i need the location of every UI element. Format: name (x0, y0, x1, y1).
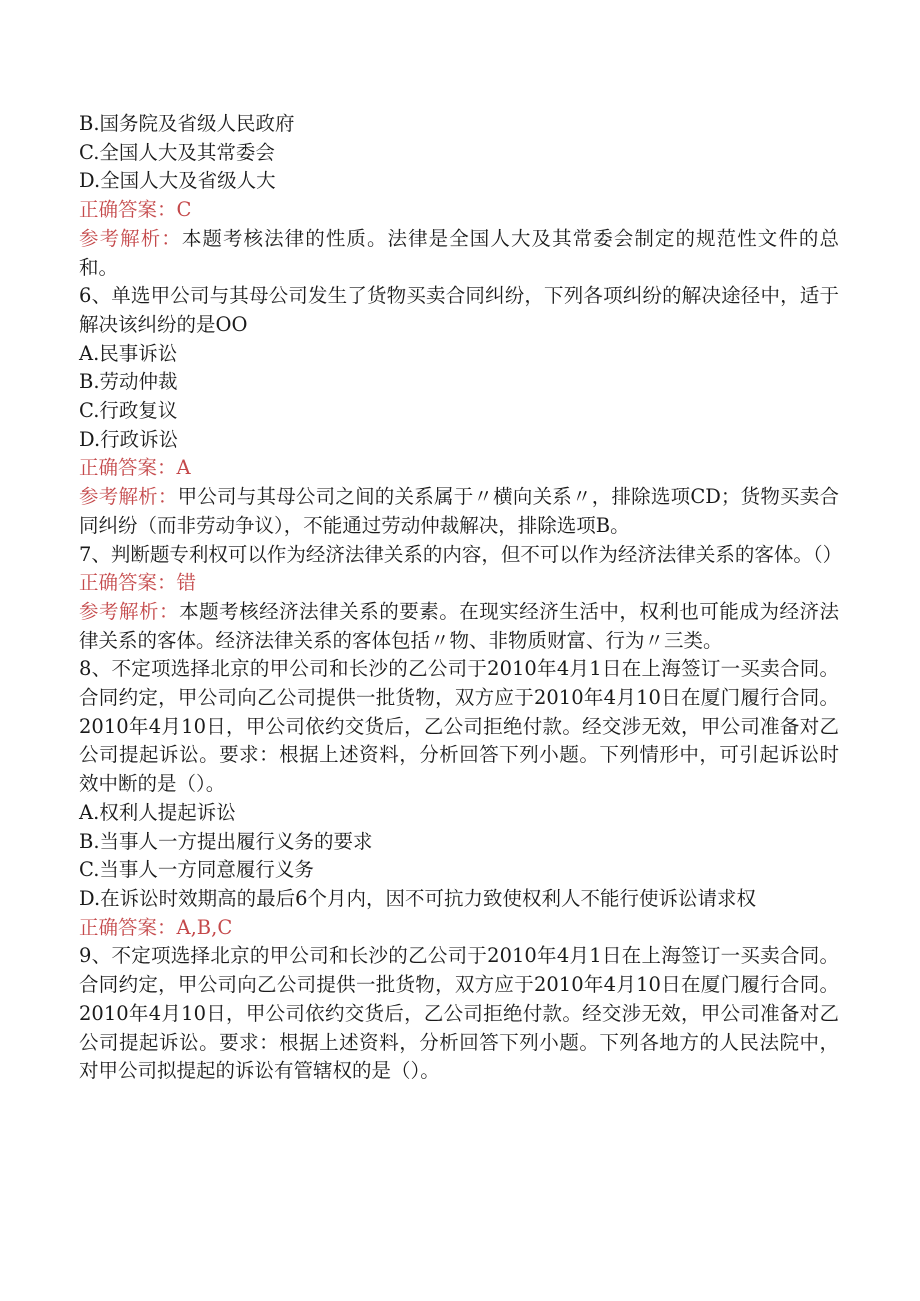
q7-answer (79, 569, 839, 598)
answer-label: 正确答案： (79, 915, 177, 939)
q6-answer (79, 454, 839, 483)
q8-option-d: D.在诉讼时效期高的最后6个月内，因不可抗力致使权利人不能行使诉讼请求权 (79, 886, 757, 910)
analysis-label: 参考解析： (79, 599, 180, 623)
document-page (79, 110, 843, 1086)
q6-stem: 6、单选甲公司与其母公司发生了货物买卖合同纠纷，下列各项纠纷的解决途径中，适于解决该纠纷的是OO (79, 284, 839, 336)
q6-analysis (79, 483, 839, 540)
analysis-label: 参考解析： (79, 226, 182, 250)
answer-label: 正确答案： (79, 571, 177, 595)
q5-option-d: D.全国人大及省级人大 (79, 169, 276, 193)
q8-option-b: B.当事人一方提出履行义务的要求 (79, 829, 373, 853)
analysis-label: 参考解析： (79, 485, 178, 509)
q5-option-b: B.国务院及省级人民政府 (79, 112, 295, 135)
q7-analysis (79, 598, 839, 655)
q7-stem: 7、判断题专利权可以作为经济法律关系的内容，但不可以作为经济法律关系的客体。（） (79, 542, 843, 566)
q8-answer (79, 914, 839, 943)
q6-option-b: B.劳动仲裁 (79, 370, 178, 394)
answer-value: A (176, 456, 191, 480)
q8-option-c: C.当事人一方同意履行义务 (79, 858, 314, 882)
q8-stem: 8、不定项选择北京的甲公司和长沙的乙公司于2010年4月1日在上海签订一买卖合同。合同约定，甲公司向乙公司提供一批货物，双方应于2010年4月10日在厦门履行合同。2010年4月10日，甲公司依约交货后，乙公司拒绝付款。经交涉无效，甲公司准备对乙公司提起诉讼。要求：根据上述资料，分析回答下列小题。下列情形中，可引起诉讼时效中断的是（）。 (79, 657, 839, 796)
analysis-text: 本题考核法律的性质。法律是全国人大及其常委会制定的规范性文件的总和。 (79, 226, 839, 279)
answer-value: C (176, 198, 192, 222)
q5-answer (79, 196, 839, 225)
answer-value: A,B,C (176, 915, 233, 939)
analysis-text: 甲公司与其母公司之间的关系属于〃横向关系〃，排除选项CD；货物买卖合同纠纷（而非劳动争议），不能通过劳动仲裁解决，排除选项B。 (79, 485, 839, 537)
answer-label: 正确答案： (79, 456, 177, 480)
q8-option-a: A.权利人提起诉讼 (79, 800, 236, 824)
analysis-text: 本题考核经济法律关系的要素。在现实经济生活中，权利也可能成为经济法律关系的客体。经济法律关系的客体包括〃物、非物质财富、行为〃三类。 (79, 599, 839, 652)
answer-value: 错 (176, 571, 197, 595)
q9-stem: 9、不定项选择北京的甲公司和长沙的乙公司于2010年4月1日在上海签订一买卖合同。合同约定，甲公司向乙公司提供一批货物，双方应于2010年4月10日在厦门履行合同。2010年4月10日，甲公司依约交货后，乙公司拒绝付款。经交涉无效，甲公司准备对乙公司提起诉讼。要求：根据上述资料，分析回答下列小题。下列各地方的人民法院中，对甲公司拟提起的诉讼有管辖权的是（）。 (79, 944, 839, 1083)
q6-option-a: A.民事诉讼 (79, 341, 178, 365)
q6-option-d: D.行政诉讼 (79, 427, 179, 451)
q6-option-c: C.行政复议 (79, 399, 178, 423)
q5-option-c: C.全国人大及其常委会 (79, 140, 275, 164)
q5-analysis (79, 225, 839, 282)
answer-label: 正确答案： (79, 198, 177, 222)
